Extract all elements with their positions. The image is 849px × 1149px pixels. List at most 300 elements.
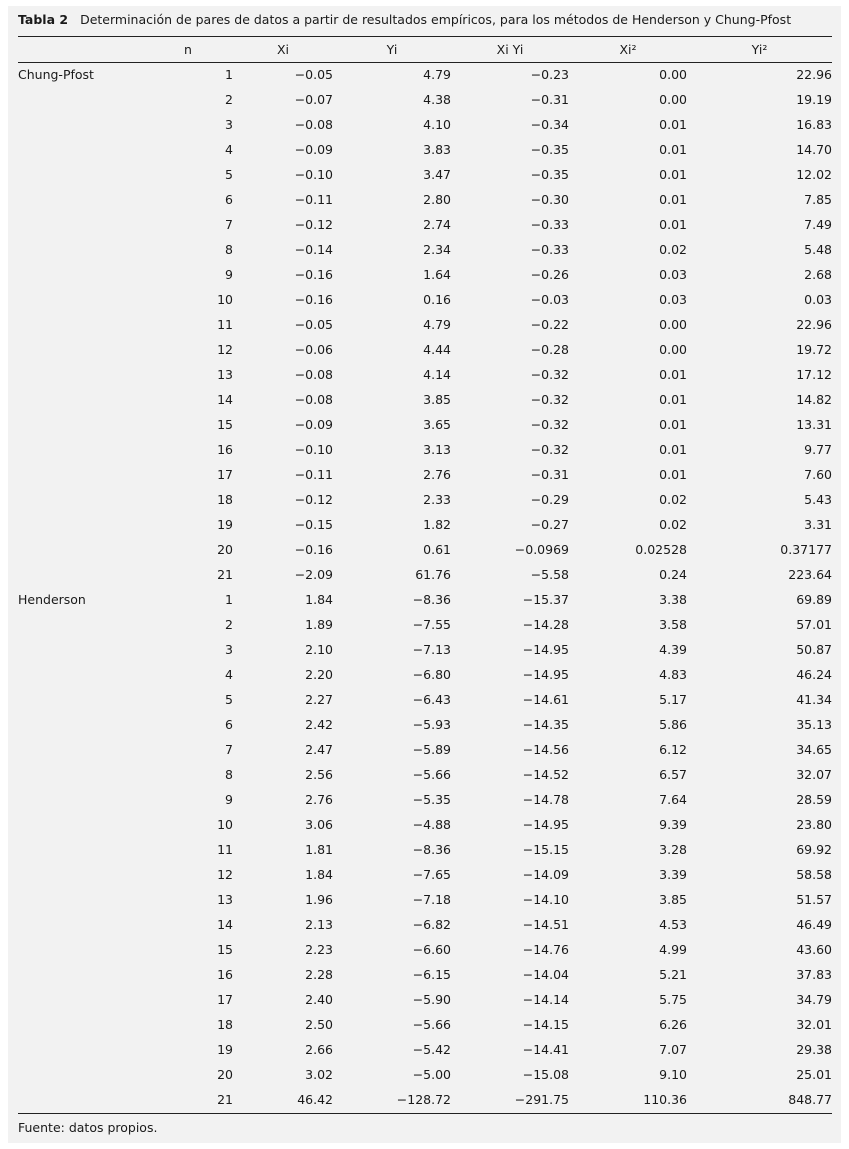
table-row [18, 437, 832, 462]
cell-xi: −0.05 [294, 317, 333, 332]
cell-xiyi: −14.04 [522, 967, 569, 982]
cell-xi-squared: 3.38 [659, 592, 687, 607]
cell-xi: −0.16 [294, 267, 333, 282]
cell-yi-squared: 17.12 [796, 367, 832, 382]
cell-xi-squared: 0.02 [659, 517, 687, 532]
cell-xi: 3.06 [305, 817, 333, 832]
cell-xiyi: −14.51 [522, 917, 569, 932]
group-cell [18, 562, 143, 587]
cell-xi: 2.50 [305, 1017, 333, 1032]
cell-n: 3 [225, 642, 233, 657]
table-row [18, 337, 832, 362]
cell-xi: −0.12 [294, 217, 333, 232]
cell-xi: −0.09 [294, 142, 333, 157]
cell-xiyi: −15.08 [522, 1067, 569, 1082]
cell-n: 15 [217, 417, 233, 432]
cell-xi-squared: 0.01 [659, 167, 687, 182]
cell-yi-squared: 69.92 [796, 842, 832, 857]
table-row [18, 287, 832, 312]
cell-n: 21 [217, 567, 233, 582]
cell-n: 1 [225, 592, 233, 607]
cell-xiyi: −0.26 [530, 267, 569, 282]
cell-xi: −0.08 [294, 392, 333, 407]
cell-yi-squared: 41.34 [796, 692, 832, 707]
cell-yi-squared: 23.80 [796, 817, 832, 832]
cell-xi-squared: 110.36 [643, 1092, 687, 1107]
table-row [18, 137, 832, 162]
cell-xiyi: −14.76 [522, 942, 569, 957]
cell-yi: −6.60 [412, 942, 451, 957]
table-row [18, 812, 832, 837]
cell-xi: 1.96 [305, 892, 333, 907]
cell-xi-squared: 0.01 [659, 192, 687, 207]
cell-yi-squared: 19.19 [796, 92, 832, 107]
table-row [18, 887, 832, 912]
cell-xi: −2.09 [294, 567, 333, 582]
cell-yi: 3.83 [423, 142, 451, 157]
group-cell [18, 862, 143, 887]
cell-xiyi: −0.30 [530, 192, 569, 207]
cell-xi: −0.08 [294, 117, 333, 132]
cell-xi-squared: 0.01 [659, 442, 687, 457]
cell-yi-squared: 35.13 [796, 717, 832, 732]
cell-n: 7 [225, 217, 233, 232]
cell-yi: 2.74 [423, 217, 451, 232]
cell-xiyi: −14.09 [522, 867, 569, 882]
cell-xi-squared: 5.86 [659, 717, 687, 732]
cell-xi-squared: 5.17 [659, 692, 687, 707]
group-cell [18, 287, 143, 312]
group-cell [18, 887, 143, 912]
cell-yi-squared: 12.02 [796, 167, 832, 182]
cell-n: 19 [217, 517, 233, 532]
cell-yi-squared: 69.89 [796, 592, 832, 607]
cell-yi-squared: 57.01 [796, 617, 832, 632]
cell-n: 9 [225, 792, 233, 807]
cell-n: 13 [217, 892, 233, 907]
cell-n: 14 [217, 917, 233, 932]
group-cell [18, 637, 143, 662]
cell-yi-squared: 7.85 [804, 192, 832, 207]
table-row [18, 787, 832, 812]
cell-yi: −7.55 [412, 617, 451, 632]
cell-n: 12 [217, 867, 233, 882]
cell-xiyi: −14.95 [522, 642, 569, 657]
group-cell [18, 1037, 143, 1062]
cell-xi-squared: 0.24 [659, 567, 687, 582]
cell-xi-squared: 0.00 [659, 342, 687, 357]
cell-yi-squared: 7.49 [804, 217, 832, 232]
header-yi: Yi [386, 42, 398, 57]
cell-xi: 1.84 [305, 867, 333, 882]
table-row [18, 187, 832, 212]
table-row [18, 662, 832, 687]
cell-yi-squared: 32.07 [796, 767, 832, 782]
data-table [18, 37, 832, 1112]
cell-xiyi: −14.61 [522, 692, 569, 707]
cell-xiyi: −0.28 [530, 342, 569, 357]
group-cell [18, 537, 143, 562]
cell-yi: 3.13 [423, 442, 451, 457]
cell-xi-squared: 0.02528 [635, 542, 687, 557]
cell-yi: 61.76 [415, 567, 451, 582]
header-xi: Xi [276, 42, 290, 57]
cell-yi: 1.64 [423, 267, 451, 282]
table-row [18, 362, 832, 387]
cell-xi-squared: 0.01 [659, 392, 687, 407]
cell-yi-squared: 14.70 [796, 142, 832, 157]
cell-n: 17 [217, 992, 233, 1007]
group-cell [18, 662, 143, 687]
cell-xi: 2.20 [305, 667, 333, 682]
table-title: Determinación de pares de datos a partir de resultados empíricos, para los métodos de Henderson y Chung-Pfost [80, 12, 792, 27]
cell-yi: 0.16 [423, 292, 451, 307]
cell-xiyi: −0.32 [530, 367, 569, 382]
cell-yi-squared: 46.24 [796, 667, 832, 682]
cell-n: 6 [225, 192, 233, 207]
cell-xi-squared: 9.10 [659, 1067, 687, 1082]
cell-n: 18 [217, 492, 233, 507]
cell-yi-squared: 223.64 [788, 567, 832, 582]
table-row [18, 262, 832, 287]
cell-xi: −0.11 [294, 192, 333, 207]
group-cell [18, 162, 143, 187]
table-row [18, 412, 832, 437]
cell-xi-squared: 6.57 [659, 767, 687, 782]
table-row [18, 862, 832, 887]
group-cell [18, 262, 143, 287]
cell-n: 16 [217, 442, 233, 457]
cell-yi: 4.10 [423, 117, 451, 132]
cell-n: 19 [217, 1042, 233, 1057]
group-cell [18, 712, 143, 737]
cell-xiyi: −291.75 [514, 1092, 569, 1107]
cell-yi-squared: 19.72 [796, 342, 832, 357]
table-row [18, 1012, 832, 1037]
cell-xi-squared: 4.99 [659, 942, 687, 957]
table-row [18, 987, 832, 1012]
cell-xi-squared: 0.02 [659, 492, 687, 507]
cell-yi: −8.36 [412, 842, 451, 857]
cell-xi: −0.12 [294, 492, 333, 507]
group-cell [18, 212, 143, 237]
cell-n: 2 [225, 617, 233, 632]
cell-n: 1 [225, 67, 233, 82]
cell-n: 12 [217, 342, 233, 357]
table-row [18, 687, 832, 712]
table-row [18, 387, 832, 412]
header-n: n [184, 42, 192, 57]
table-row [18, 712, 832, 737]
table-label: Tabla 2 [18, 12, 69, 27]
cell-xi-squared: 3.58 [659, 617, 687, 632]
cell-xiyi: −5.58 [530, 567, 569, 582]
cell-yi-squared: 34.65 [796, 742, 832, 757]
bottom-rule [18, 1113, 832, 1114]
table-row [18, 487, 832, 512]
cell-xi-squared: 0.00 [659, 67, 687, 82]
cell-xi: −0.16 [294, 292, 333, 307]
table-row [18, 312, 832, 337]
cell-xiyi: −14.35 [522, 717, 569, 732]
cell-xi: 2.28 [305, 967, 333, 982]
cell-yi-squared: 14.82 [796, 392, 832, 407]
table-row [18, 212, 832, 237]
group-cell [18, 512, 143, 537]
cell-xi-squared: 3.28 [659, 842, 687, 857]
cell-xi: −0.09 [294, 417, 333, 432]
cell-xi: 2.40 [305, 992, 333, 1007]
cell-xiyi: −0.31 [530, 92, 569, 107]
group-cell [18, 912, 143, 937]
cell-yi-squared: 58.58 [796, 867, 832, 882]
group-cell [18, 837, 143, 862]
group-cell [18, 812, 143, 837]
table-row [18, 562, 832, 587]
cell-yi-squared: 9.77 [804, 442, 832, 457]
cell-yi-squared: 848.77 [788, 1092, 832, 1107]
cell-yi: 2.34 [423, 242, 451, 257]
cell-n: 11 [217, 842, 233, 857]
cell-xiyi: −0.32 [530, 417, 569, 432]
cell-xi-squared: 0.02 [659, 242, 687, 257]
cell-yi: 3.85 [423, 392, 451, 407]
cell-yi: 4.79 [423, 67, 451, 82]
table-row [18, 1037, 832, 1062]
cell-n: 15 [217, 942, 233, 957]
cell-n: 17 [217, 467, 233, 482]
table-row [18, 512, 832, 537]
cell-xiyi: −14.95 [522, 817, 569, 832]
group-cell [18, 462, 143, 487]
cell-xiyi: −0.33 [530, 242, 569, 257]
cell-xi-squared: 4.39 [659, 642, 687, 657]
cell-yi-squared: 0.37177 [780, 542, 832, 557]
cell-yi: 0.61 [423, 542, 451, 557]
cell-n: 6 [225, 717, 233, 732]
cell-xi-squared: 6.12 [659, 742, 687, 757]
group-cell [18, 487, 143, 512]
group-cell [18, 337, 143, 362]
cell-yi-squared: 50.87 [796, 642, 832, 657]
cell-xi: −0.07 [294, 92, 333, 107]
cell-n: 11 [217, 317, 233, 332]
table-row [18, 837, 832, 862]
cell-xi-squared: 0.01 [659, 417, 687, 432]
cell-yi-squared: 46.49 [796, 917, 832, 932]
cell-xiyi: −14.15 [522, 1017, 569, 1032]
group-cell [18, 1087, 143, 1112]
group-cell [18, 612, 143, 637]
table-caption [18, 11, 833, 29]
group-cell [18, 787, 143, 812]
group-cell [18, 387, 143, 412]
group-cell [18, 987, 143, 1012]
cell-n: 8 [225, 242, 233, 257]
cell-xi: 3.02 [305, 1067, 333, 1082]
cell-yi: −5.00 [412, 1067, 451, 1082]
cell-xiyi: −14.28 [522, 617, 569, 632]
cell-xi-squared: 7.64 [659, 792, 687, 807]
cell-xi: 1.89 [305, 617, 333, 632]
cell-yi: −6.82 [412, 917, 451, 932]
cell-yi-squared: 16.83 [796, 117, 832, 132]
group-cell [18, 1012, 143, 1037]
cell-xiyi: −15.15 [522, 842, 569, 857]
cell-n: 14 [217, 392, 233, 407]
cell-yi-squared: 2.68 [804, 267, 832, 282]
cell-yi: 4.44 [423, 342, 451, 357]
cell-yi: −7.65 [412, 867, 451, 882]
cell-n: 20 [217, 1067, 233, 1082]
cell-xi: −0.06 [294, 342, 333, 357]
header-xi-squared: Xi² [619, 42, 637, 57]
table-row [18, 462, 832, 487]
table-body [18, 62, 832, 1112]
cell-xiyi: −0.27 [530, 517, 569, 532]
cell-xi: −0.08 [294, 367, 333, 382]
cell-n: 9 [225, 267, 233, 282]
cell-xi: −0.14 [294, 242, 333, 257]
group-label: Chung-Pfost [18, 67, 94, 82]
cell-yi: 2.80 [423, 192, 451, 207]
cell-xi: 46.42 [297, 1092, 333, 1107]
cell-xi: 1.81 [305, 842, 333, 857]
table-row [18, 762, 832, 787]
group-label: Henderson [18, 592, 86, 607]
cell-xiyi: −0.35 [530, 167, 569, 182]
cell-xiyi: −0.35 [530, 142, 569, 157]
cell-xiyi: −0.0969 [514, 542, 569, 557]
header-group [18, 37, 143, 62]
group-cell [18, 737, 143, 762]
cell-yi-squared: 3.31 [804, 517, 832, 532]
table-row [18, 637, 832, 662]
group-cell [18, 412, 143, 437]
cell-n: 10 [217, 292, 233, 307]
group-cell [18, 1062, 143, 1087]
cell-xiyi: −0.23 [530, 67, 569, 82]
cell-xiyi: −15.37 [522, 592, 569, 607]
cell-yi-squared: 13.31 [796, 417, 832, 432]
cell-xi: 2.76 [305, 792, 333, 807]
cell-yi: −5.90 [412, 992, 451, 1007]
cell-xiyi: −14.95 [522, 667, 569, 682]
cell-xi: 2.13 [305, 917, 333, 932]
table-row [18, 62, 832, 87]
cell-yi: 2.33 [423, 492, 451, 507]
table-row [18, 537, 832, 562]
cell-yi: −128.72 [396, 1092, 451, 1107]
cell-yi: −6.15 [412, 967, 451, 982]
cell-xi: −0.16 [294, 542, 333, 557]
table-row [18, 912, 832, 937]
cell-xi: −0.15 [294, 517, 333, 532]
cell-yi: 4.38 [423, 92, 451, 107]
cell-xiyi: −14.14 [522, 992, 569, 1007]
cell-n: 4 [225, 142, 233, 157]
cell-xi: 2.56 [305, 767, 333, 782]
cell-yi-squared: 0.03 [804, 292, 832, 307]
cell-yi-squared: 28.59 [796, 792, 832, 807]
cell-yi-squared: 32.01 [796, 1017, 832, 1032]
cell-yi: −5.35 [412, 792, 451, 807]
group-cell [18, 362, 143, 387]
table-row [18, 587, 832, 612]
group-cell [18, 312, 143, 337]
cell-yi: −5.66 [412, 1017, 451, 1032]
cell-xi-squared: 0.03 [659, 292, 687, 307]
cell-n: 18 [217, 1017, 233, 1032]
cell-n: 8 [225, 767, 233, 782]
header-yi-squared: Yi² [751, 42, 768, 57]
group-cell [18, 137, 143, 162]
table-row [18, 1062, 832, 1087]
cell-xiyi: −0.03 [530, 292, 569, 307]
table-row [18, 737, 832, 762]
cell-xi-squared: 0.00 [659, 317, 687, 332]
cell-xiyi: −0.29 [530, 492, 569, 507]
header-xiyi: Xi Yi [496, 42, 524, 57]
cell-xi: 2.10 [305, 642, 333, 657]
cell-n: 4 [225, 667, 233, 682]
cell-xiyi: −14.56 [522, 742, 569, 757]
cell-xi-squared: 0.01 [659, 217, 687, 232]
cell-yi: −7.18 [412, 892, 451, 907]
cell-n: 13 [217, 367, 233, 382]
cell-yi: −7.13 [412, 642, 451, 657]
cell-n: 7 [225, 742, 233, 757]
cell-xiyi: −0.34 [530, 117, 569, 132]
cell-xi-squared: 3.85 [659, 892, 687, 907]
table-row [18, 962, 832, 987]
cell-xi: 2.42 [305, 717, 333, 732]
group-cell [18, 112, 143, 137]
cell-xiyi: −14.52 [522, 767, 569, 782]
cell-xiyi: −14.10 [522, 892, 569, 907]
cell-yi: 4.79 [423, 317, 451, 332]
cell-yi: −8.36 [412, 592, 451, 607]
cell-xi-squared: 0.01 [659, 117, 687, 132]
group-cell [18, 937, 143, 962]
table-row [18, 937, 832, 962]
cell-xi-squared: 3.39 [659, 867, 687, 882]
cell-n: 5 [225, 692, 233, 707]
table-row [18, 87, 832, 112]
cell-yi: −6.43 [412, 692, 451, 707]
cell-n: 10 [217, 817, 233, 832]
cell-yi-squared: 29.38 [796, 1042, 832, 1057]
table-row [18, 1087, 832, 1112]
cell-xi-squared: 0.01 [659, 142, 687, 157]
cell-yi-squared: 37.83 [796, 967, 832, 982]
cell-n: 3 [225, 117, 233, 132]
cell-yi: −5.93 [412, 717, 451, 732]
group-cell [18, 187, 143, 212]
cell-xi: 2.23 [305, 942, 333, 957]
cell-n: 16 [217, 967, 233, 982]
cell-yi-squared: 22.96 [796, 317, 832, 332]
table-panel [8, 6, 841, 1143]
cell-yi: −4.88 [412, 817, 451, 832]
cell-xi-squared: 7.07 [659, 1042, 687, 1057]
group-cell [18, 237, 143, 262]
cell-yi-squared: 34.79 [796, 992, 832, 1007]
table-row [18, 112, 832, 137]
cell-xi-squared: 0.01 [659, 467, 687, 482]
cell-yi: −5.42 [412, 1042, 451, 1057]
cell-xi: 1.84 [305, 592, 333, 607]
